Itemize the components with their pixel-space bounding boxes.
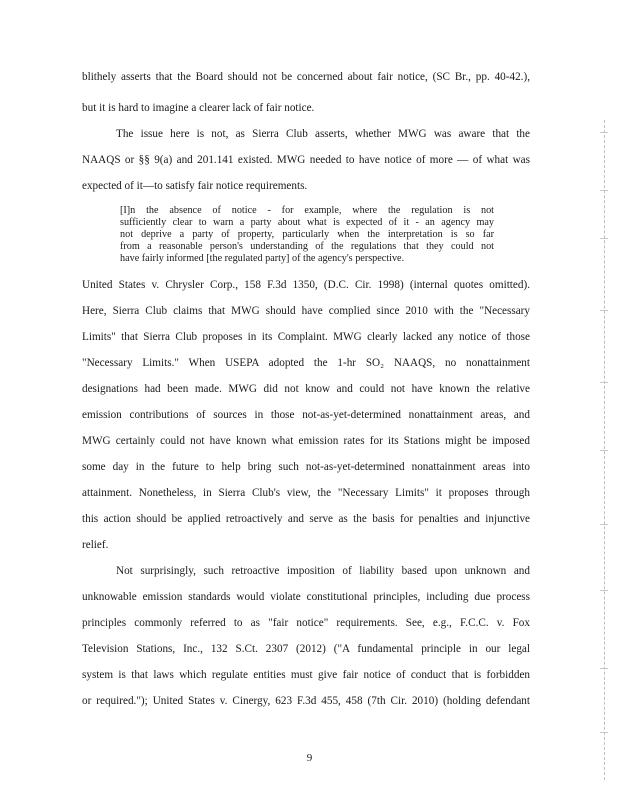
body-line: system is that laws which regulate entities must give fair notice of conduct that is forbidden (82, 669, 530, 681)
block-quote-line: sufficiently clear to warn a party about what is expected of it - an agency may (120, 217, 494, 228)
block-quote-line: from a reasonable person's understanding of the regulations that they could not (120, 241, 494, 252)
block-quote-line: have fairly informed [the regulated party] of the agency's perspective. (120, 253, 405, 264)
body-line: United States v. Chrysler Corp., 158 F.3d 1350, (D.C. Cir. 1998) (internal quotes omitted). (82, 279, 530, 291)
body-line: MWG certainly could not have known what emission rates for its Stations might be imposed (82, 435, 530, 447)
scan-edge-marks (600, 120, 610, 780)
body-line: or required."); United States v. Cinergy, 623 F.3d 455, 458 (7th Cir. 2010) (holding defendant (82, 695, 530, 707)
body-line: emission contributions of sources in those not-as-yet-determined nonattainment areas, and (82, 409, 530, 421)
body-line: The issue here is not, as Sierra Club asserts, whether MWG was aware that the (116, 128, 530, 140)
block-quote-line: [I]n the absence of notice - for example, where the regulation is not (120, 205, 494, 216)
page-number: 9 (306, 752, 313, 764)
body-line: attainment. Nonetheless, in Sierra Club's view, the "Necessary Limits" it proposes through (82, 487, 530, 499)
body-line: designations had been made. MWG did not know and could not have known the relative (82, 383, 530, 395)
body-line: principles commonly referred to as "fair notice" requirements. See, e.g., F.C.C. v. Fox (82, 617, 530, 629)
body-line: Limits" that Sierra Club proposes in its Complaint. MWG clearly lacked any notice of those (82, 331, 530, 343)
body-line: Not surprisingly, such retroactive imposition of liability based upon unknown and (116, 565, 530, 577)
body-line: relief. (82, 539, 109, 551)
body-line: Here, Sierra Club claims that MWG should have complied since 2010 with the "Necessary (82, 305, 530, 317)
body-line: Television Stations, Inc., 132 S.Ct. 2307 (2012) ("A fundamental principle in our legal (82, 643, 530, 655)
body-line: some day in the future to help bring such not-as-yet-determined nonattainment areas into (82, 461, 530, 473)
body-line: but it is hard to imagine a clearer lack of fair notice. (82, 102, 315, 114)
body-line: NAAQS or §§ 9(a) and 201.141 existed. MWG needed to have notice of more — of what was (82, 154, 530, 166)
body-line: unknowable emission standards would violate constitutional principles, including due process (82, 591, 530, 603)
body-line: blithely asserts that the Board should not be concerned about fair notice, (SC Br., pp. 40-42.), (82, 71, 530, 83)
block-quote-line: not deprive a party of property, particularly when the interpretation is so far (120, 229, 494, 240)
body-line: "Necessary Limits." When USEPA adopted the 1-hr SO₂ NAAQS, no nonattainment (82, 357, 530, 369)
body-line: this action should be applied retroactively and serve as the basis for penalties and injunctive (82, 513, 530, 525)
body-line: expected of it—to satisfy fair notice requirements. (82, 180, 308, 192)
